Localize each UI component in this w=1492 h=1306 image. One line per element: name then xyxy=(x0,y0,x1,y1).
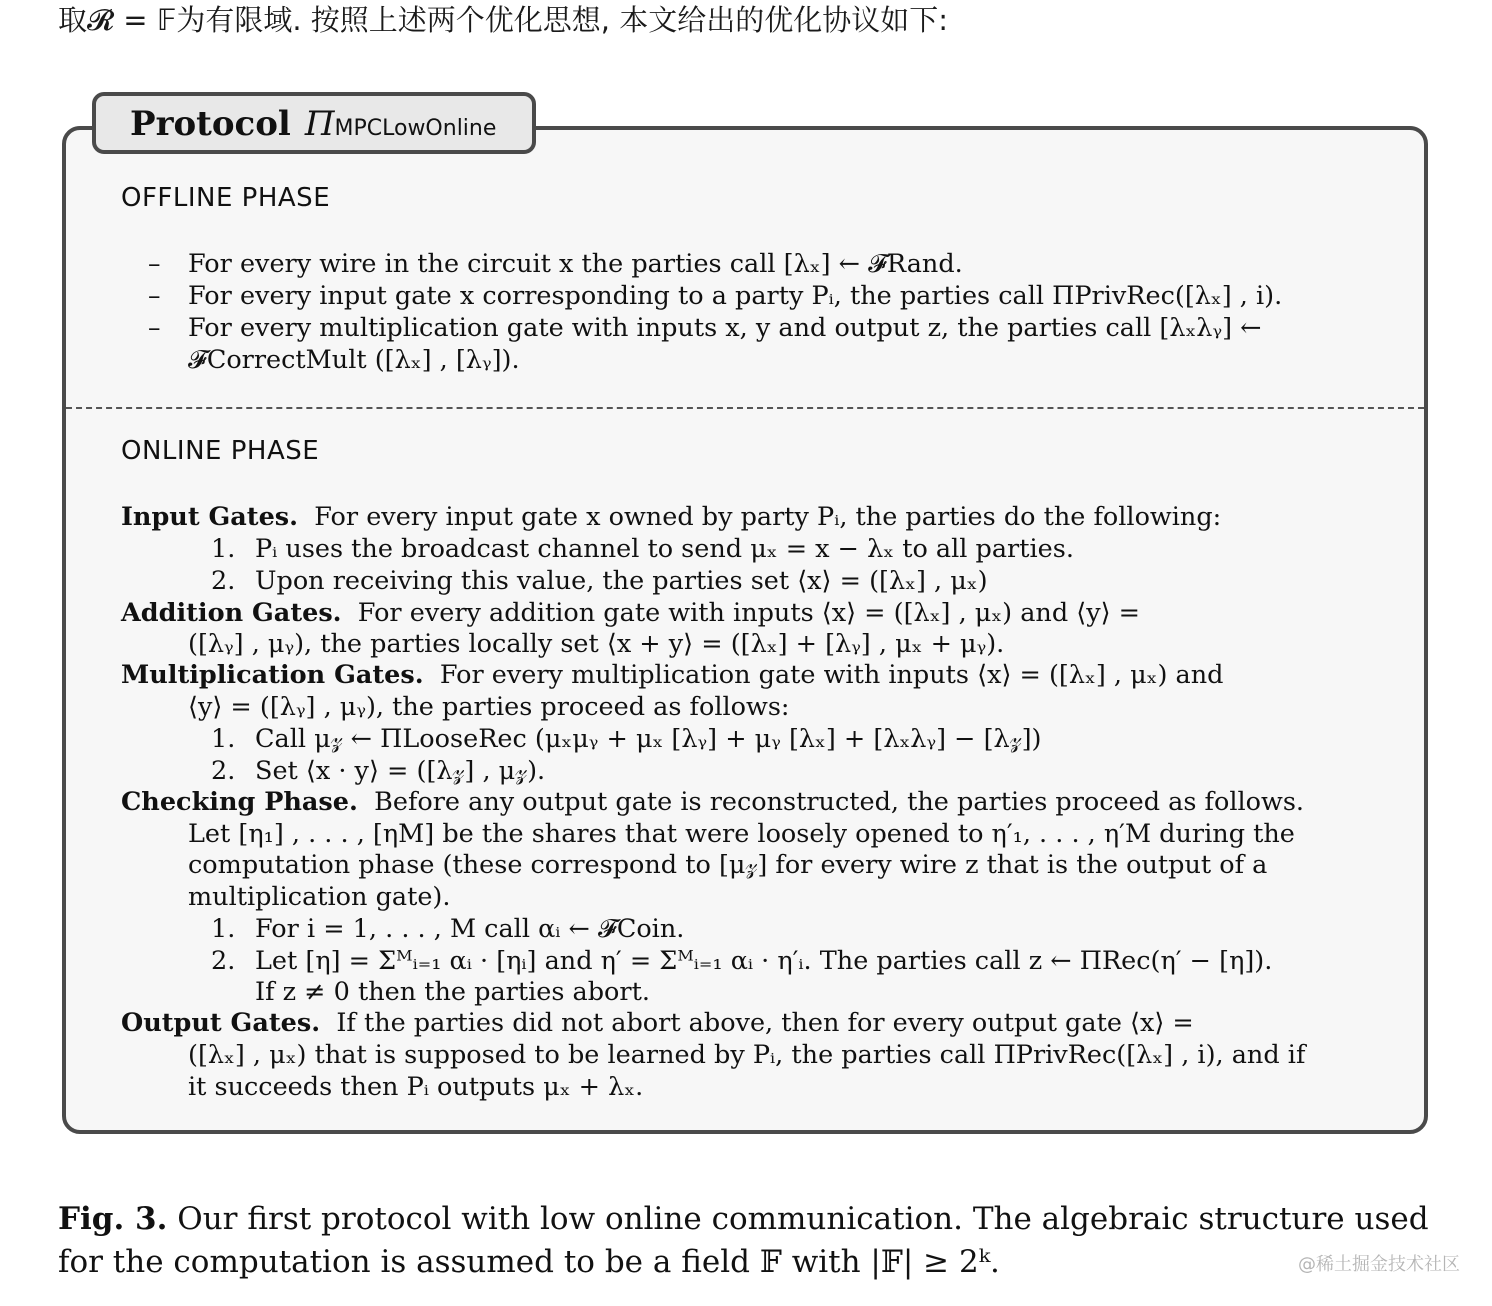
offline-item-1: For every wire in the circuit x the parties call [λₓ] ← 𝓕Rand. xyxy=(188,249,963,279)
watermark: @稀土掘金技术社区 xyxy=(1298,1254,1460,1275)
figure-caption-text: Our first protocol with low online communication. The algebraic structure used xyxy=(177,1201,1429,1237)
figure-caption-line-1 xyxy=(58,1198,1438,1241)
input-gates-text: For every input gate x owned by party Pᵢ, the parties do the following: xyxy=(314,502,1222,532)
output-gates-label: Output Gates. xyxy=(121,1008,321,1038)
checking-phase-text: Before any output gate is reconstructed, the parties proceed as follows. xyxy=(374,787,1305,817)
step-number: 1. xyxy=(211,724,236,754)
step-number: 1. xyxy=(211,534,236,564)
addition-gates-text: For every addition gate with inputs ⟨x⟩ = ([λₓ] , μₓ) and ⟨y⟩ = xyxy=(357,598,1141,628)
addition-gates-label: Addition Gates. xyxy=(121,598,342,628)
bullet-dash: – xyxy=(148,281,161,310)
multiplication-gates-cont: ⟨y⟩ = ([λᵧ] , μᵧ), the parties proceed as follows: xyxy=(188,692,790,722)
offline-item-3: For every multiplication gate with inputs x, y and output z, the parties call [λₓλᵧ] ← xyxy=(188,313,1262,343)
step-text: Let [η] = Σᴹᵢ₌₁ αᵢ · [ηᵢ] and η′ = Σᴹᵢ₌₁ αᵢ · η′ᵢ. The parties call z ← ΠRec(η′ − [η]). xyxy=(255,946,1273,976)
multiplication-gates-paragraph xyxy=(121,659,1224,691)
input-gates-step-2 xyxy=(211,565,988,597)
step-text: Call μ𝓏 ← ΠLooseRec (μₓμᵧ + μₓ [λᵧ] + μᵧ [λₓ] + [λₓλᵧ] − [λ𝓏]) xyxy=(255,724,1042,754)
bullet-dash: – xyxy=(148,249,161,278)
offline-item-3-cont: 𝓕CorrectMult ([λₓ] , [λᵧ]). xyxy=(188,345,520,375)
input-gates-step-1 xyxy=(211,533,1074,565)
offline-item-2: For every input gate x corresponding to a party Pᵢ, the parties call ΠPrivRec([λₓ] , i). xyxy=(188,281,1283,311)
bullet-dash: – xyxy=(148,313,161,342)
protocol-title-pi: Π xyxy=(304,104,335,144)
checking-phase-step-2 xyxy=(211,945,1272,977)
intro-line: 取𝓡 = 𝔽为有限域. 按照上述两个优化思想, 本文给出的优化协议如下: xyxy=(58,3,948,37)
output-gates-cont-1: ([λₓ] , μₓ) that is supposed to be learned by Pᵢ, the parties call ΠPrivRec([λₓ] , i), and if xyxy=(188,1040,1306,1070)
checking-phase-cont-3: multiplication gate). xyxy=(188,882,451,912)
step-text: For i = 1, . . . , M call αᵢ ← 𝓕Coin. xyxy=(255,914,685,944)
step-number: 2. xyxy=(211,756,236,786)
step-number: 1. xyxy=(211,914,236,944)
checking-phase-step-2-cont: If z ≠ 0 then the parties abort. xyxy=(255,977,650,1007)
input-gates-label: Input Gates. xyxy=(121,502,299,532)
multiplication-gates-text: For every multiplication gate with inputs ⟨x⟩ = ([λₓ] , μₓ) and xyxy=(439,660,1224,690)
multiplication-gates-label: Multiplication Gates. xyxy=(121,660,424,690)
checking-phase-label: Checking Phase. xyxy=(121,787,358,817)
output-gates-text: If the parties did not abort above, then for every output gate ⟨x⟩ = xyxy=(336,1008,1194,1038)
step-text: Upon receiving this value, the parties set ⟨x⟩ = ([λₓ] , μₓ) xyxy=(255,566,988,596)
checking-phase-cont-2: computation phase (these correspond to [μ𝓏] for every wire z that is the output of a xyxy=(188,850,1268,880)
addition-gates-cont: ([λᵧ] , μᵧ), the parties locally set ⟨x + y⟩ = ([λₓ] + [λᵧ] , μₓ + μᵧ). xyxy=(188,629,1005,659)
checking-phase-cont-1: Let [η₁] , . . . , [ηM] be the shares that were loosely opened to η′₁, . . . , η′M during the xyxy=(188,819,1295,849)
input-gates-paragraph xyxy=(121,501,1221,533)
addition-gates-paragraph xyxy=(121,597,1140,629)
protocol-title-label: Protocol xyxy=(130,104,291,144)
figure-caption-label: Fig. 3. xyxy=(58,1201,168,1237)
protocol-title-subscript: MPCLowOnline xyxy=(334,116,497,141)
step-text: Pᵢ uses the broadcast channel to send μₓ = x − λₓ to all parties. xyxy=(255,534,1074,564)
protocol-title-tab xyxy=(92,92,536,154)
output-gates-cont-2: it succeeds then Pᵢ outputs μₓ + λₓ. xyxy=(188,1072,644,1102)
checking-phase-paragraph xyxy=(121,786,1304,818)
output-gates-paragraph xyxy=(121,1007,1194,1039)
online-phase-heading: ONLINE PHASE xyxy=(121,436,320,466)
offline-phase-heading: OFFLINE PHASE xyxy=(121,183,331,213)
step-number: 2. xyxy=(211,566,236,596)
checking-phase-step-1 xyxy=(211,913,684,945)
step-text: Set ⟨x · y⟩ = ([λ𝓏] , μ𝓏). xyxy=(255,756,546,786)
multiplication-gates-step-1 xyxy=(211,723,1041,755)
figure-caption-line-2: for the computation is assumed to be a field 𝔽 with |𝔽| ≥ 2ᵏ. xyxy=(58,1244,1000,1280)
step-number: 2. xyxy=(211,946,236,976)
multiplication-gates-step-2 xyxy=(211,755,545,787)
phase-divider xyxy=(66,407,1424,409)
